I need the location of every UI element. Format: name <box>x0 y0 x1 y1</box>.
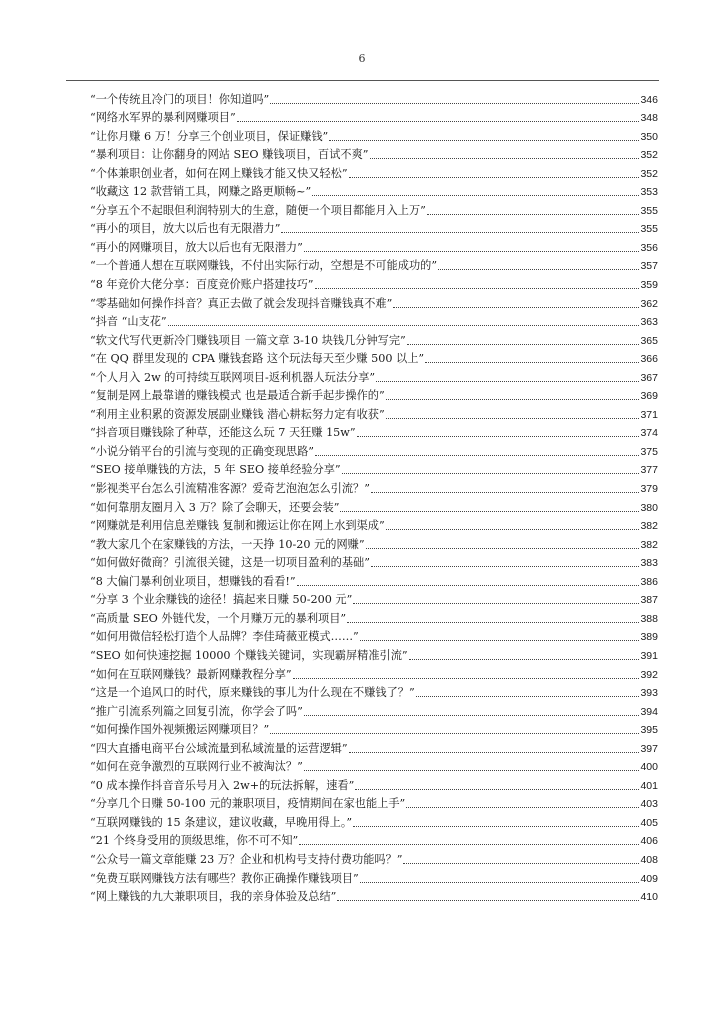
toc-entry[interactable] <box>90 403 658 422</box>
toc-entry-page-number: 380 <box>640 501 658 514</box>
toc-entry-page-number: 395 <box>640 724 658 737</box>
toc-entry-page-number: 394 <box>640 705 658 718</box>
toc-entry[interactable] <box>90 756 658 775</box>
toc-entry-title: “0 成本操作抖音音乐号月入 2w+的玩法拆解，速看” <box>90 778 355 792</box>
toc-entry-page-number: 369 <box>640 390 658 403</box>
toc-dot-leader <box>406 807 639 808</box>
toc-entry-page-number: 362 <box>640 297 658 310</box>
toc-entry[interactable] <box>90 144 658 163</box>
toc-dot-leader <box>312 195 639 196</box>
toc-entry-title: “个人月入 2w 的可持续互联网项目-返利机器人玩法分享” <box>90 370 376 384</box>
toc-entry-title: “分享 3 个业余赚钱的途径！搞起来日赚 50-200 元” <box>90 593 353 607</box>
toc-entry-page-number: 388 <box>640 612 658 625</box>
toc-entry-title: “分享几个日赚 50-100 元的兼职项目，疫情期间在家也能上手” <box>90 797 406 811</box>
toc-entry-title: “如何用微信轻松打造个人品牌？李佳琦薇亚模式……” <box>90 630 359 644</box>
toc-entry-title: “这是一个追风口的时代，原来赚钱的事儿为什么现在不赚钱了？” <box>90 686 415 700</box>
toc-entry-page-number: 386 <box>640 575 658 588</box>
toc-entry[interactable] <box>90 737 658 756</box>
toc-entry[interactable] <box>90 255 658 274</box>
toc-dot-leader <box>416 696 640 697</box>
toc-entry-title: “免费互联网赚钱方法有哪些？教你正确操作赚钱项目” <box>90 871 359 885</box>
toc-dot-leader <box>342 473 640 474</box>
toc-entry-page-number: 401 <box>640 779 658 792</box>
toc-entry-page-number: 389 <box>640 631 658 644</box>
toc-dot-leader <box>376 381 639 382</box>
toc-entry-page-number: 377 <box>640 464 658 477</box>
toc-entry-title: “一个传统且冷门的项目！你知道吗” <box>90 92 270 106</box>
toc-dot-leader <box>393 307 639 308</box>
toc-entry[interactable] <box>90 125 658 144</box>
toc-dot-leader <box>438 269 639 270</box>
toc-entry-title: “收藏这 12 款营销工具，网赚之路更顺畅~” <box>90 185 312 199</box>
toc-entry[interactable] <box>90 811 658 830</box>
toc-dot-leader <box>371 492 640 493</box>
toc-dot-leader <box>366 548 640 549</box>
toc-dot-leader <box>315 288 640 289</box>
toc-entry-title: “小说分销平台的引流与变现的正确变现思路” <box>90 444 315 458</box>
toc-dot-leader <box>425 362 639 363</box>
toc-dot-leader <box>237 121 640 122</box>
toc-entry-page-number: 383 <box>640 557 658 570</box>
toc-entry-title: “利用主业积累的资源发展副业赚钱 潜心耕耘努力定有收获” <box>90 407 385 421</box>
toc-entry[interactable] <box>90 496 658 515</box>
toc-entry-title: “SEO 接单赚钱的方法，5 年 SEO 接单经验分享” <box>90 463 341 477</box>
toc-dot-leader <box>270 733 639 734</box>
toc-dot-leader <box>409 659 640 660</box>
toc-dot-leader <box>353 603 639 604</box>
toc-entry-title: “高质量 SEO 外链代发，一个月赚万元的暴利项目” <box>90 611 347 625</box>
table-of-contents <box>90 88 658 904</box>
toc-entry-page-number: 391 <box>640 649 658 662</box>
toc-entry-page-number: 406 <box>640 835 658 848</box>
toc-entry-title: “互联网赚钱的 15 条建议，建议收藏，早晚用得上。” <box>90 815 353 829</box>
toc-entry-page-number: 393 <box>640 687 658 700</box>
toc-dot-leader <box>304 770 640 771</box>
toc-entry-page-number: 356 <box>640 241 658 254</box>
toc-entry-title: “推广引流系列篇之回复引流，你学会了吗” <box>90 704 303 718</box>
toc-entry-page-number: 409 <box>640 872 658 885</box>
toc-entry-title: “抖音 “山支花” <box>90 315 167 329</box>
toc-entry-page-number: 397 <box>640 742 658 755</box>
toc-entry-page-number: 352 <box>640 167 658 180</box>
toc-entry-page-number: 366 <box>640 353 658 366</box>
toc-entry-title: “暴利项目：让你翻身的网站 SEO 赚钱项目，百试不爽” <box>90 148 369 162</box>
toc-entry-title: “SEO 如何快速挖掘 10000 个赚钱关键词，实现霸屏精准引流” <box>90 648 408 662</box>
toc-entry-page-number: 367 <box>640 371 658 384</box>
toc-entry[interactable] <box>90 793 658 812</box>
toc-entry[interactable] <box>90 199 658 218</box>
toc-dot-leader <box>353 826 639 827</box>
toc-entry[interactable] <box>90 385 658 404</box>
toc-dot-leader <box>355 789 639 790</box>
toc-entry-title: “网上赚钱的九大兼职项目，我的亲身体验及总结” <box>90 890 337 904</box>
toc-entry-title: “抖音项目赚钱除了种草，还能这么玩 7 天狂赚 15w” <box>90 426 356 440</box>
toc-dot-leader <box>297 585 640 586</box>
toc-entry[interactable] <box>90 88 658 107</box>
toc-dot-leader <box>347 622 639 623</box>
toc-entry-page-number: 375 <box>640 445 658 458</box>
page-number: 6 <box>358 52 366 65</box>
toc-entry-page-number: 392 <box>640 668 658 681</box>
toc-entry-title: “如何在互联网赚钱？最新网赚教程分享” <box>90 667 292 681</box>
toc-entry[interactable] <box>90 589 658 608</box>
toc-entry[interactable] <box>90 218 658 237</box>
toc-entry-title: “再小的项目，放大以后也有无限潜力” <box>90 222 281 236</box>
toc-dot-leader <box>403 863 639 864</box>
toc-entry-title: “一个普通人想在互联网赚钱，不付出实际行动，空想是不可能成功的” <box>90 259 438 273</box>
toc-dot-leader <box>329 140 639 141</box>
toc-dot-leader <box>168 325 640 326</box>
toc-entry-title: “网络水军界的暴利网赚项目” <box>90 111 236 125</box>
toc-dot-leader <box>386 399 640 400</box>
toc-entry-title: “如何在竞争激烈的互联网行业不被淘汰？” <box>90 760 303 774</box>
toc-entry-title: “四大直播电商平台公域流量到私域流量的运营逻辑” <box>90 741 348 755</box>
toc-entry[interactable] <box>90 867 658 886</box>
toc-entry-title: “复制是网上最靠谱的赚钱模式 也是最适合新手起步操作的” <box>90 389 385 403</box>
toc-entry-page-number: 346 <box>640 93 658 106</box>
toc-dot-leader <box>370 158 640 159</box>
toc-entry-page-number: 387 <box>640 594 658 607</box>
toc-entry[interactable] <box>90 273 658 292</box>
toc-entry-page-number: 400 <box>640 761 658 774</box>
toc-entry-title: “分享五个不起眼但利润特别大的生意，随便一个项目都能月入上万” <box>90 203 426 217</box>
toc-entry-page-number: 350 <box>640 130 658 143</box>
toc-entry-title: “教大家几个在家赚钱的方法，一天挣 10-20 元的网赚” <box>90 537 365 551</box>
toc-entry[interactable] <box>90 181 658 200</box>
toc-dot-leader <box>360 640 640 641</box>
toc-dot-leader <box>371 566 640 567</box>
toc-entry-title: “8 年竞价大佬分享：百度竞价账户搭建技巧” <box>90 278 314 292</box>
toc-entry[interactable] <box>90 311 658 330</box>
toc-entry-page-number: 352 <box>640 149 658 162</box>
toc-entry-page-number: 363 <box>640 316 658 329</box>
toc-entry[interactable] <box>90 107 658 126</box>
toc-entry-title: “让你月赚 6 万！分享三个创业项目，保证赚钱” <box>90 129 329 143</box>
toc-dot-leader <box>299 844 639 845</box>
toc-entry-page-number: 374 <box>640 427 658 440</box>
toc-entry-page-number: 410 <box>640 891 658 904</box>
toc-entry-title: “网赚就是利用信息差赚钱 复制和搬运让你在网上水到渠成” <box>90 519 385 533</box>
toc-entry-title: “在 QQ 群里发现的 CPA 赚钱套路 这个玩法每天至少赚 500 以上” <box>90 352 425 366</box>
toc-dot-leader <box>357 436 640 437</box>
header-divider <box>66 80 659 81</box>
toc-entry-page-number: 359 <box>640 279 658 292</box>
toc-entry-title: “如何做好微商？引流很关键，这是一切项目盈利的基础” <box>90 556 370 570</box>
toc-entry-title: “零基础如何操作抖音？真正去做了就会发现抖音赚钱真不难” <box>90 296 393 310</box>
toc-entry-page-number: 348 <box>640 112 658 125</box>
toc-entry[interactable] <box>90 774 658 793</box>
toc-entry-title: “影视类平台怎么引流精准客源？爱奇艺泡泡怎么引流？” <box>90 482 370 496</box>
toc-dot-leader <box>386 529 640 530</box>
toc-entry-page-number: 355 <box>640 204 658 217</box>
toc-entry[interactable] <box>90 700 658 719</box>
toc-entry-title: “公众号一篇文章能赚 23 万？企业和机构号支持付费功能吗？” <box>90 852 403 866</box>
toc-entry-page-number: 355 <box>640 223 658 236</box>
toc-entry-title: “21 个终身受用的顶级思维，你不可不知” <box>90 834 299 848</box>
toc-entry[interactable] <box>90 830 658 849</box>
toc-entry[interactable] <box>90 422 658 441</box>
toc-dot-leader <box>427 214 640 215</box>
toc-dot-leader <box>304 715 640 716</box>
toc-dot-leader <box>349 752 640 753</box>
toc-entry[interactable] <box>90 162 658 181</box>
toc-entry[interactable] <box>90 515 658 534</box>
toc-entry-page-number: 379 <box>640 483 658 496</box>
toc-entry-page-number: 403 <box>640 798 658 811</box>
toc-entry[interactable] <box>90 607 658 626</box>
toc-dot-leader <box>337 900 639 901</box>
toc-dot-leader <box>304 251 640 252</box>
toc-dot-leader <box>386 418 640 419</box>
toc-entry[interactable] <box>90 570 658 589</box>
toc-entry[interactable] <box>90 682 658 701</box>
toc-entry[interactable] <box>90 366 658 385</box>
toc-entry-page-number: 382 <box>640 520 658 533</box>
toc-entry[interactable] <box>90 459 658 478</box>
toc-entry-page-number: 365 <box>640 334 658 347</box>
toc-entry-title: “再小的网赚项目，放大以后也有无限潜力” <box>90 240 303 254</box>
toc-entry-page-number: 408 <box>640 853 658 866</box>
toc-entry-title: “个体兼职创业者，如何在网上赚钱才能又快又轻松” <box>90 166 348 180</box>
toc-entry[interactable] <box>90 329 658 348</box>
toc-entry[interactable] <box>90 719 658 738</box>
toc-entry-title: “如何靠朋友圈月入 3 万？除了会聊天，还要会装” <box>90 500 340 514</box>
toc-entry-page-number: 405 <box>640 816 658 829</box>
toc-dot-leader <box>270 103 639 104</box>
toc-entry-page-number: 357 <box>640 260 658 273</box>
toc-entry-page-number: 382 <box>640 538 658 551</box>
toc-dot-leader <box>349 177 640 178</box>
toc-entry[interactable] <box>90 477 658 496</box>
toc-dot-leader <box>281 232 639 233</box>
toc-entry[interactable] <box>90 663 658 682</box>
toc-dot-leader <box>340 511 639 512</box>
toc-entry[interactable] <box>90 552 658 571</box>
toc-entry[interactable] <box>90 440 658 459</box>
toc-entry-page-number: 353 <box>640 186 658 199</box>
toc-dot-leader <box>315 455 639 456</box>
toc-entry[interactable] <box>90 848 658 867</box>
toc-entry[interactable] <box>90 292 658 311</box>
toc-entry[interactable] <box>90 533 658 552</box>
toc-dot-leader <box>407 344 640 345</box>
toc-entry[interactable] <box>90 348 658 367</box>
toc-dot-leader <box>293 678 640 679</box>
toc-entry-title: “8 大偏门暴利创业项目，想赚钱的看看!” <box>90 574 296 588</box>
toc-entry[interactable] <box>90 236 658 255</box>
toc-dot-leader <box>360 882 640 883</box>
toc-entry-page-number: 371 <box>640 408 658 421</box>
toc-entry[interactable] <box>90 886 658 905</box>
toc-entry-title: “软文代写代更新冷门赚钱项目 一篇文章 3-10 块钱几分钟写完” <box>90 333 406 347</box>
toc-entry[interactable] <box>90 626 658 645</box>
toc-entry[interactable] <box>90 644 658 663</box>
toc-entry-title: “如何操作国外视频搬运网赚项目？” <box>90 723 270 737</box>
